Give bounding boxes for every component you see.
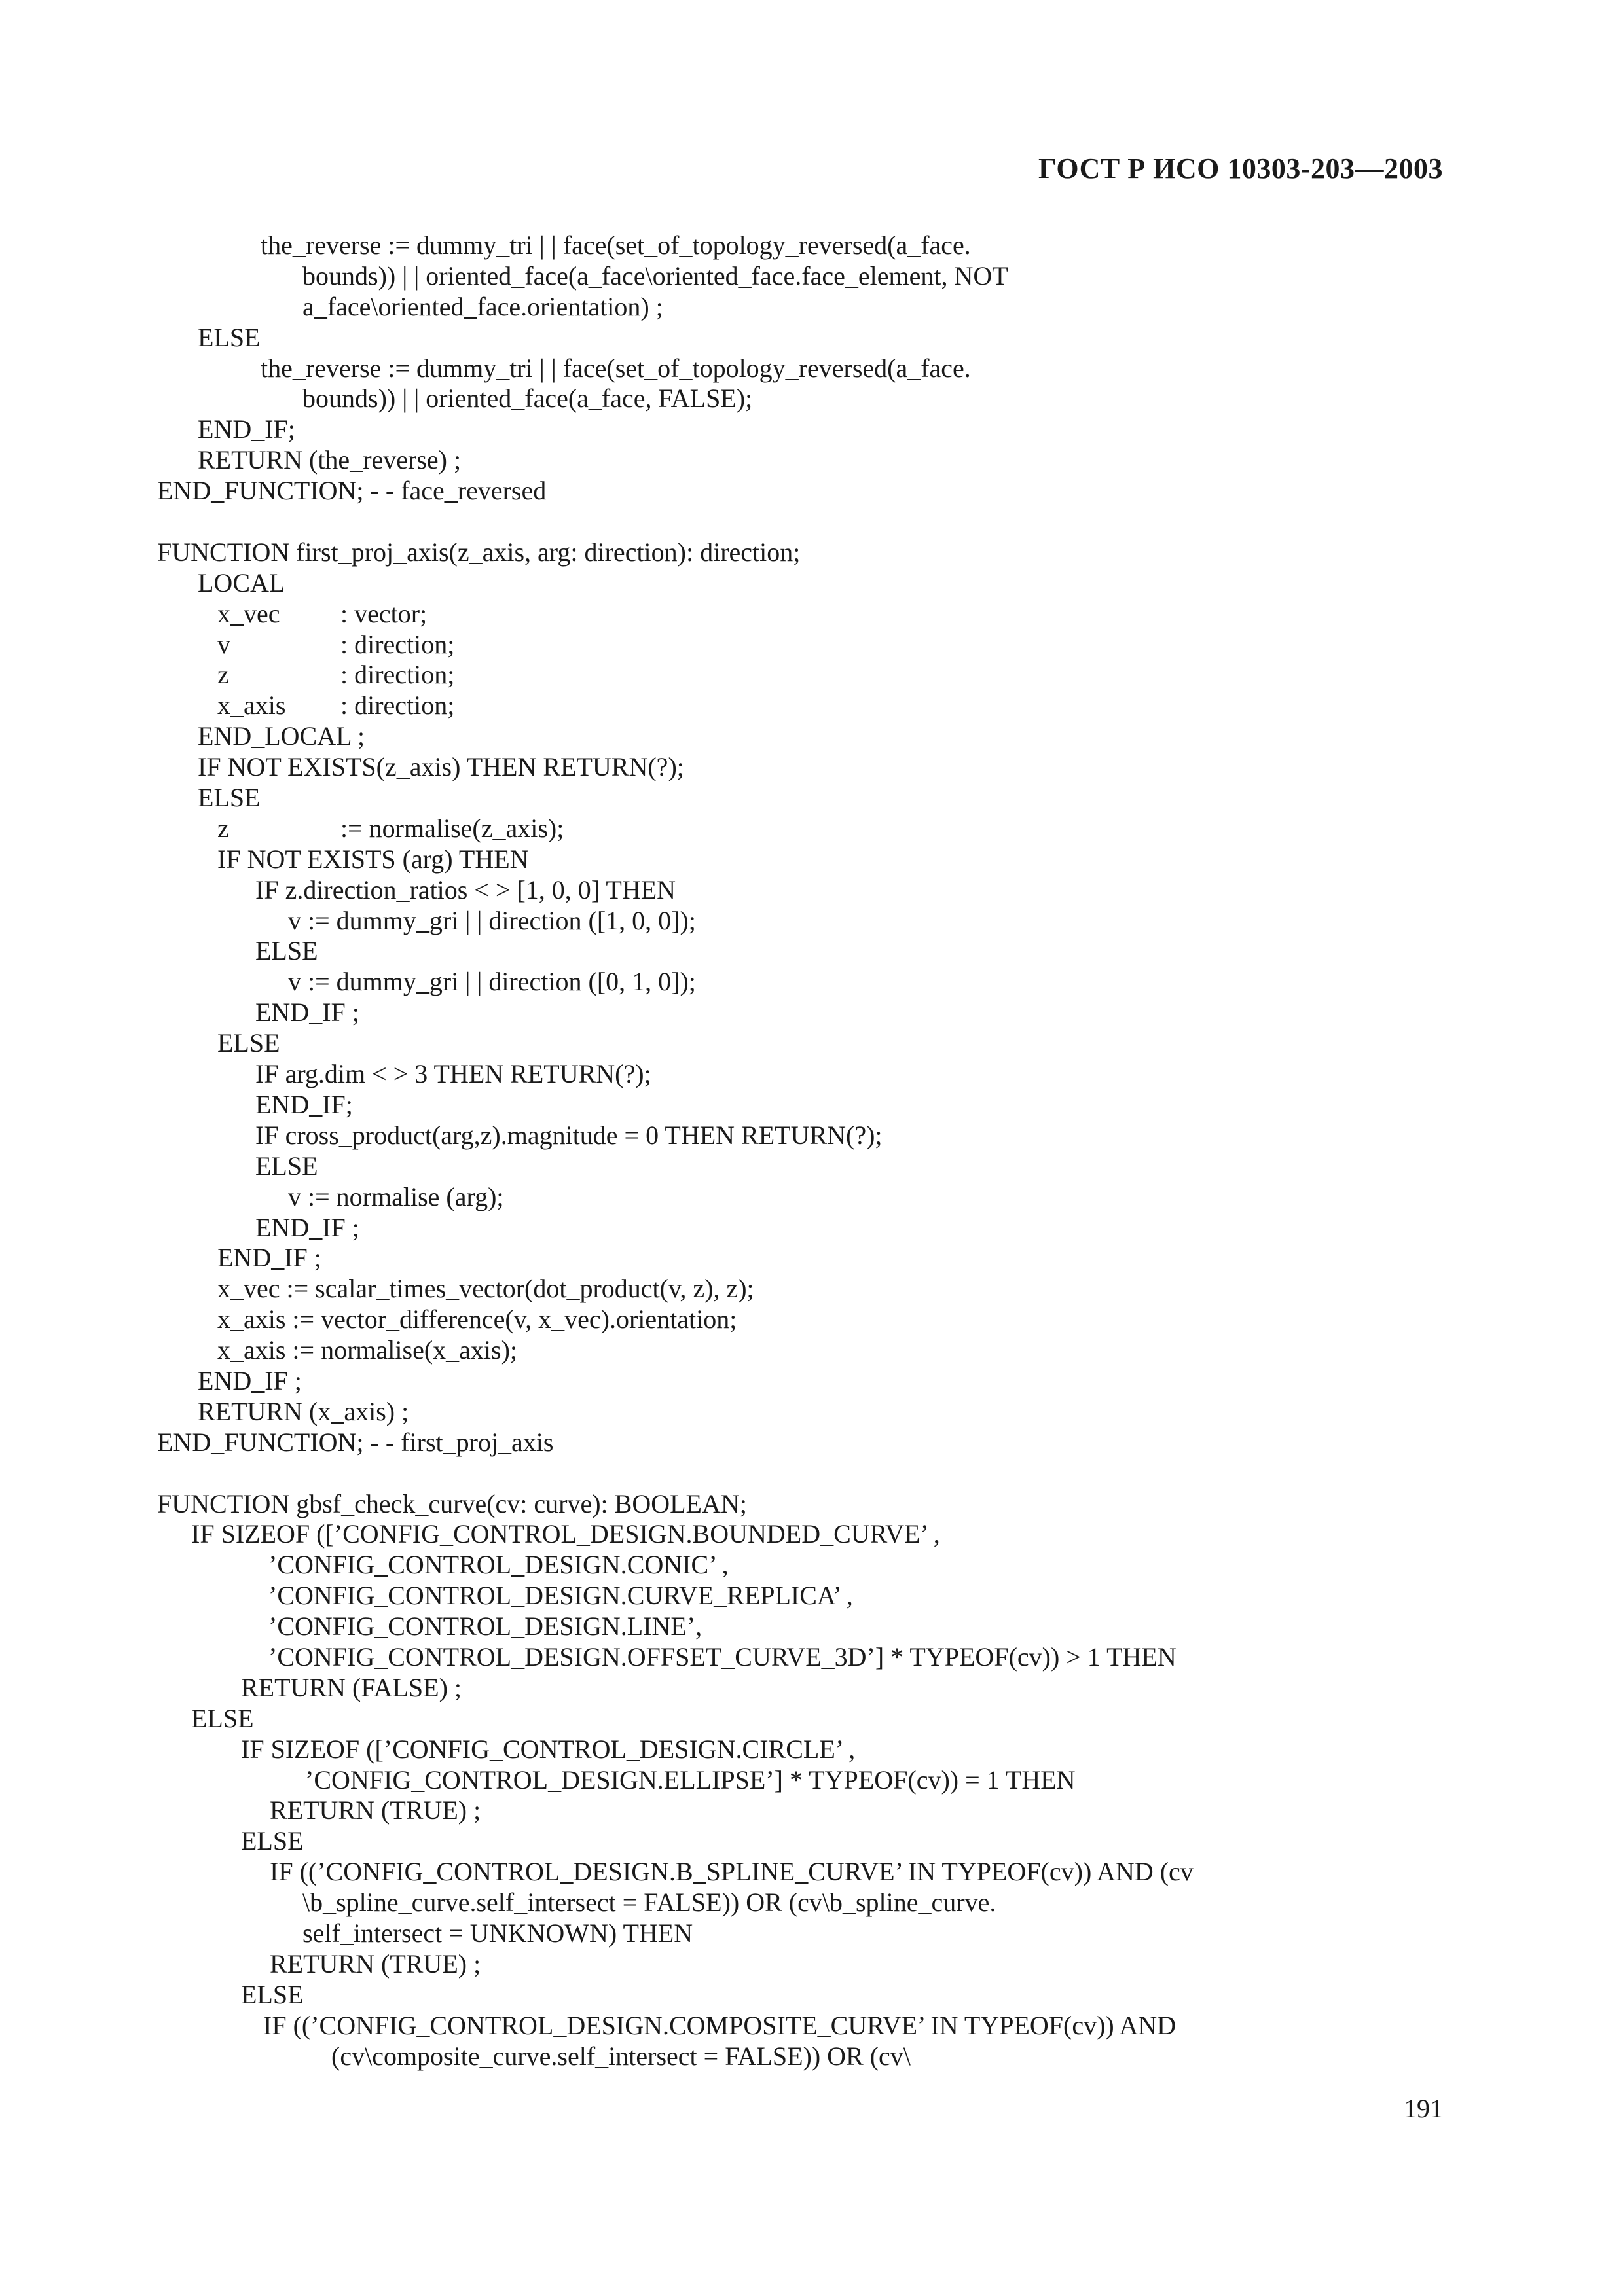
code-line-type: : direction; (340, 629, 455, 659)
code-line (0, 752, 1623, 783)
code-line-type: : direction; (340, 691, 455, 721)
page-number: 191 (1404, 2094, 1443, 2123)
code-line-text: x_axis := normalise(x_axis); (217, 1335, 518, 1365)
code-line-text: END_IF; (255, 1089, 353, 1119)
code-line (0, 1519, 1623, 1550)
code-line (0, 1182, 1623, 1213)
code-line (0, 445, 1623, 476)
code-line-text: (cv\composite_curve.self_intersect = FALSE)) OR (cv\ (331, 2041, 911, 2071)
code-line-text: ELSE (241, 1979, 304, 2009)
code-line-text: IF arg.dim < > 3 THEN RETURN(?); (255, 1059, 651, 1089)
code-line (0, 1765, 1623, 1796)
code-line (0, 997, 1623, 1028)
code-line-text: self_intersect = UNKNOWN) THEN (302, 1918, 693, 1948)
code-line (0, 814, 1623, 844)
code-line-text: z (217, 660, 229, 690)
code-line (0, 630, 1623, 660)
code-line (0, 414, 1623, 445)
code-line (0, 1826, 1623, 1857)
code-line (0, 537, 1623, 568)
code-line (0, 1795, 1623, 1826)
code-line (0, 1059, 1623, 1090)
code-line-text: FUNCTION first_proj_axis(z_axis, arg: direction): direction; (157, 537, 801, 567)
code-line-text: ELSE (255, 1151, 318, 1181)
code-line (0, 1304, 1623, 1335)
code-line (0, 1335, 1623, 1366)
code-line-text: IF ((’CONFIG_CONTROL_DESIGN.B_SPLINE_CURVE’ IN TYPEOF(cv)) AND (cv (270, 1857, 1194, 1887)
code-line-text: IF ((’CONFIG_CONTROL_DESIGN.COMPOSITE_CURVE’ IN TYPEOF(cv)) AND (263, 2010, 1176, 2040)
code-line (0, 1213, 1623, 1244)
code-line-text: END_FUNCTION; - - first_proj_axis (157, 1427, 554, 1457)
code-line (0, 1550, 1623, 1581)
code-line (0, 721, 1623, 752)
code-line (0, 1090, 1623, 1121)
code-listing (0, 230, 1623, 2072)
code-line-text: x_vec (217, 598, 280, 628)
code-line (0, 1397, 1623, 1427)
code-line (0, 1458, 1623, 1489)
code-line-text: RETURN (the_reverse) ; (198, 445, 462, 475)
code-line-text: RETURN (FALSE) ; (241, 1672, 462, 1702)
code-line-text: v := dummy_gri | | direction ([1, 0, 0]); (288, 905, 696, 935)
code-line (0, 568, 1623, 599)
code-line-text: a_face\oriented_face.orientation) ; (302, 291, 663, 321)
code-line (0, 783, 1623, 814)
code-line (0, 906, 1623, 937)
code-line-text: IF SIZEOF ([’CONFIG_CONTROL_DESIGN.BOUNDED_CURVE’ , (191, 1519, 940, 1549)
code-line-text: RETURN (TRUE) ; (270, 1795, 481, 1825)
code-line (0, 1581, 1623, 1611)
code-line (0, 261, 1623, 292)
code-line-text: the_reverse := dummy_tri | | face(set_of_topology_reversed(a_face. (261, 230, 971, 260)
code-line-text: ELSE (191, 1703, 254, 1733)
code-line-text: END_IF ; (198, 1365, 302, 1395)
code-line (0, 230, 1623, 261)
code-line-text: ELSE (198, 322, 261, 352)
code-line-text: IF NOT EXISTS (arg) THEN (217, 844, 529, 874)
code-line (0, 691, 1623, 721)
code-line (0, 1918, 1623, 1949)
code-line-text: END_IF ; (255, 1212, 359, 1242)
code-line-text: END_FUNCTION; - - face_reversed (157, 476, 547, 506)
code-line-text: IF NOT EXISTS(z_axis) THEN RETURN(?); (198, 752, 684, 782)
code-line-text: ’CONFIG_CONTROL_DESIGN.CURVE_REPLICA’ , (268, 1581, 853, 1611)
code-line-text: z (217, 813, 229, 843)
code-line-text: END_IF ; (217, 1243, 321, 1273)
code-line-text: END_IF ; (255, 997, 359, 1028)
code-line-type: : direction; (340, 660, 455, 690)
code-line (0, 875, 1623, 906)
code-line-text: IF z.direction_ratios < > [1, 0, 0] THEN (255, 874, 676, 905)
code-line (0, 660, 1623, 691)
code-line-text: ELSE (198, 783, 261, 813)
document-header: ГОСТ Р ИСО 10303-203—2003 (1038, 152, 1443, 185)
code-line (0, 1642, 1623, 1673)
code-line-type: := normalise(z_axis); (340, 813, 564, 843)
code-line-text: ’CONFIG_CONTROL_DESIGN.ELLIPSE’] * TYPEOF(cv)) = 1 THEN (305, 1765, 1076, 1795)
code-line-text: v (217, 629, 230, 659)
code-line (0, 936, 1623, 967)
code-line-text: bounds)) | | oriented_face(a_face\oriented_face.face_element, NOT (302, 260, 1008, 291)
code-line (0, 323, 1623, 353)
code-line (0, 476, 1623, 507)
code-line (0, 1427, 1623, 1458)
code-line (0, 1121, 1623, 1151)
code-line (0, 384, 1623, 414)
code-line (0, 353, 1623, 384)
code-line (0, 292, 1623, 323)
code-line (0, 1704, 1623, 1734)
code-line-text: x_axis := vector_difference(v, x_vec).orientation; (217, 1304, 737, 1335)
code-line (0, 1949, 1623, 1980)
code-line (0, 2011, 1623, 2041)
code-line-text: RETURN (x_axis) ; (198, 1396, 409, 1426)
code-line-text: bounds)) | | oriented_face(a_face, FALSE); (302, 384, 753, 414)
code-line-text: x_axis (217, 691, 286, 721)
code-line-text: the_reverse := dummy_tri | | face(set_of_topology_reversed(a_face. (261, 353, 971, 383)
code-line (0, 1611, 1623, 1642)
code-line (0, 967, 1623, 997)
code-line (0, 1274, 1623, 1304)
code-line-text: \b_spline_curve.self_intersect = FALSE)) OR (cv\b_spline_curve. (302, 1888, 996, 1918)
code-line (0, 507, 1623, 537)
code-line (0, 1734, 1623, 1765)
code-line (0, 1243, 1623, 1274)
code-line-text: v := dummy_gri | | direction ([0, 1, 0]); (288, 967, 696, 997)
code-line-text: ’CONFIG_CONTROL_DESIGN.LINE’, (268, 1611, 702, 1641)
code-line-text: IF cross_product(arg,z).magnitude = 0 THEN RETURN(?); (255, 1120, 883, 1150)
code-line-text: ELSE (255, 936, 318, 966)
code-line (0, 599, 1623, 630)
code-line-text: ’CONFIG_CONTROL_DESIGN.CONIC’ , (268, 1550, 729, 1580)
code-line-text: END_IF; (198, 414, 295, 444)
code-line (0, 1366, 1623, 1397)
code-line-text: IF SIZEOF ([’CONFIG_CONTROL_DESIGN.CIRCLE’ , (241, 1734, 856, 1764)
code-line-text: x_vec := scalar_times_vector(dot_product(v, z), z); (217, 1274, 754, 1304)
code-line-text: ELSE (241, 1826, 304, 1856)
code-line (0, 844, 1623, 875)
code-line (0, 1028, 1623, 1059)
code-line (0, 1980, 1623, 2011)
code-line-text: ELSE (217, 1028, 280, 1058)
code-line-text: LOCAL (198, 567, 285, 598)
code-line-type: : vector; (340, 598, 428, 628)
code-line-text: v := normalise (arg); (288, 1181, 504, 1211)
code-line (0, 1489, 1623, 1520)
code-line (0, 1673, 1623, 1704)
code-line-text: FUNCTION gbsf_check_curve(cv: curve): BOOLEAN; (157, 1488, 747, 1518)
code-line (0, 2041, 1623, 2072)
code-line (0, 1151, 1623, 1182)
code-line (0, 1888, 1623, 1918)
code-line (0, 1857, 1623, 1888)
code-line-text: END_LOCAL ; (198, 721, 365, 751)
code-line-text: RETURN (TRUE) ; (270, 1948, 481, 1979)
code-line-text: ’CONFIG_CONTROL_DESIGN.OFFSET_CURVE_3D’] * TYPEOF(cv)) > 1 THEN (268, 1641, 1176, 1672)
